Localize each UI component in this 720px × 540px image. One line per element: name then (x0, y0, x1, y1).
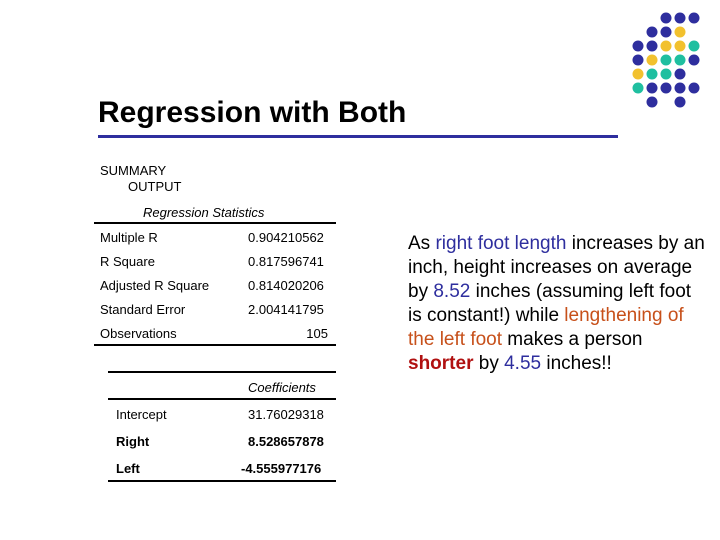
stat-label-adjusted-r-square: Adjusted R Square (100, 278, 210, 293)
decorative-dot (675, 13, 686, 24)
decorative-dot (675, 41, 686, 52)
coef-label-intercept: Intercept (116, 407, 167, 422)
stat-value-r-square: 0.817596741 (248, 254, 324, 269)
explanation-part: inches!! (541, 353, 612, 374)
stat-label-observations: Observations (100, 326, 177, 341)
decorative-dot (633, 41, 644, 52)
coef-bottom-rule (108, 480, 336, 482)
decorative-dot (675, 83, 686, 94)
decorative-dot (647, 69, 658, 80)
stat-value-multiple-r: 0.904210562 (248, 230, 324, 245)
coef-value-intercept: 31.76029318 (248, 407, 324, 422)
stat-label-multiple-r: Multiple R (100, 230, 158, 245)
coef-value-right: 8.528657878 (248, 434, 324, 449)
decorative-dot (647, 97, 658, 108)
explanation-part: inches (assuming left foot is constant!) while (408, 281, 692, 326)
stat-value-standard-error: 2.004141795 (248, 302, 324, 317)
decorative-dot (647, 83, 658, 94)
explanation-part: increases by an inch, height increases on average by (408, 233, 705, 302)
explanation-text (408, 232, 708, 376)
decorative-dot (675, 55, 686, 66)
decorative-dot-grid (630, 10, 710, 120)
explanation-part: As (408, 233, 436, 254)
stats-top-rule (94, 222, 336, 224)
summary-line-1: SUMMARY (100, 163, 167, 178)
stat-label-standard-error: Standard Error (100, 302, 186, 317)
decorative-dot (689, 55, 700, 66)
highlight-right-coefficient: 8.52 (433, 281, 471, 302)
decorative-dot (633, 55, 644, 66)
decorative-dot (689, 83, 700, 94)
stat-value-observations: 105 (306, 326, 328, 341)
decorative-dot (661, 13, 672, 24)
decorative-dot (661, 55, 672, 66)
decorative-dot (675, 97, 686, 108)
explanation-part: by (473, 353, 505, 374)
summary-output-label (100, 163, 181, 195)
coef-label-left: Left (116, 461, 140, 476)
summary-line-2: OUTPUT (128, 179, 182, 194)
explanation-part: makes a person (502, 329, 643, 350)
decorative-dot (661, 83, 672, 94)
coef-label-right: Right (116, 434, 150, 449)
decorative-dot (675, 27, 686, 38)
decorative-dot (661, 27, 672, 38)
decorative-dot (633, 83, 644, 94)
decorative-dot (647, 41, 658, 52)
decorative-dot (689, 13, 700, 24)
slide-title: Regression with Both (98, 96, 407, 129)
decorative-dot (647, 27, 658, 38)
highlight-lengthening-left-foot: lengthening of the left foot (408, 305, 684, 350)
coef-value-left: -4.555977176 (241, 461, 322, 476)
decorative-dot (647, 55, 658, 66)
highlight-left-coefficient: 4.55 (504, 353, 542, 374)
coef-header-rule (108, 398, 336, 400)
decorative-dot (661, 41, 672, 52)
coefficients-header: Coefficients (248, 380, 316, 395)
coef-top-rule (108, 371, 336, 373)
stat-value-adjusted-r-square: 0.814020206 (248, 278, 324, 293)
stats-bottom-rule (94, 344, 336, 346)
decorative-dot (689, 41, 700, 52)
decorative-dot (675, 69, 686, 80)
stat-label-r-square: R Square (100, 254, 155, 269)
regression-statistics-header: Regression Statistics (143, 205, 265, 220)
title-underline (98, 135, 618, 138)
decorative-dot (633, 69, 644, 80)
highlight-right-foot-length: right foot length (435, 233, 567, 254)
decorative-dot (661, 69, 672, 80)
highlight-shorter: shorter (408, 353, 474, 374)
